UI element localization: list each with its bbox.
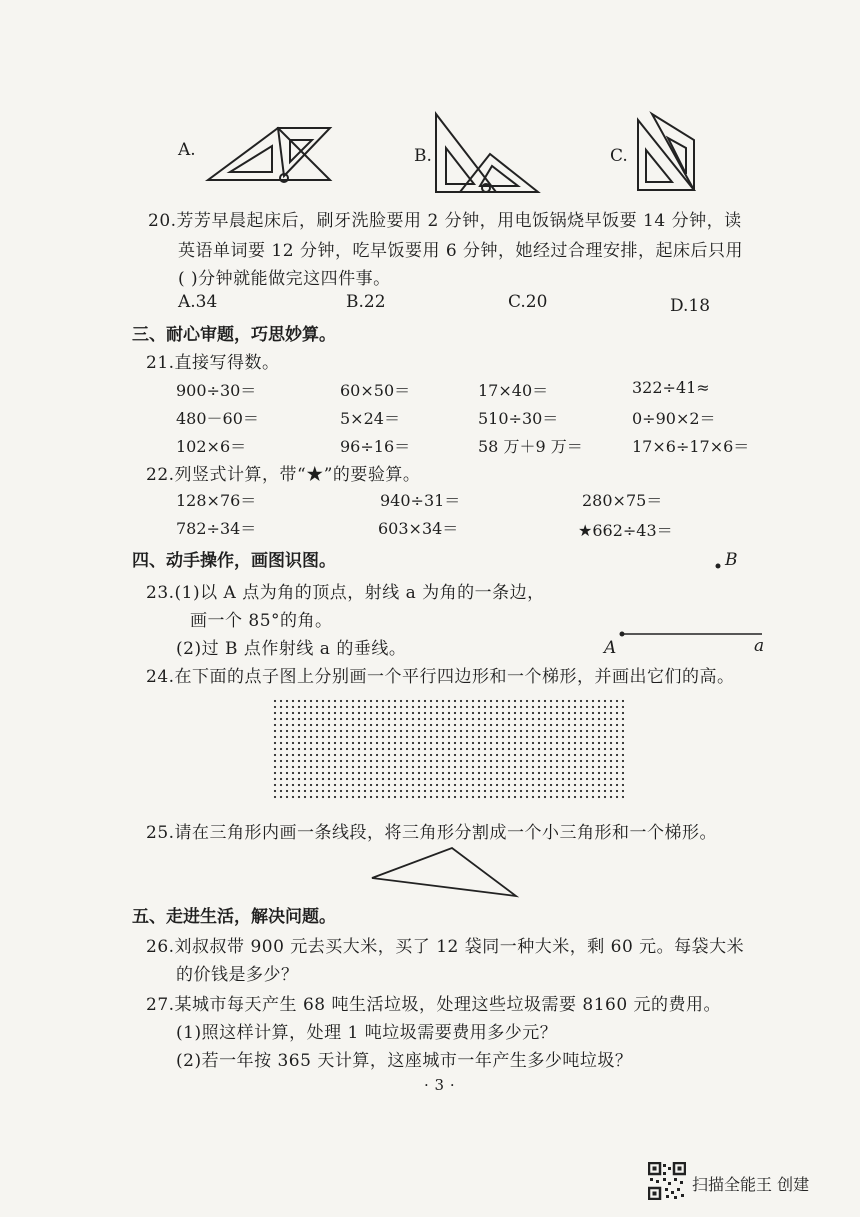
q21-cell: 0÷90×2＝ [632,409,716,428]
footer-brand: 扫描全能王 创建 [692,1175,810,1194]
q19-option-a-label: A. [178,140,196,160]
q21-cell: 322÷41≈ [632,378,710,397]
q19-option-b-label: B. [414,146,432,166]
q21-cell: 17×40＝ [478,381,549,400]
q22-cell: ★662÷43＝ [578,521,673,540]
q21-cell: 510÷30＝ [478,409,559,428]
q26-line2: 的价钱是多少？ [176,965,299,985]
triangle-shape [372,848,516,896]
q20-line2: 英语单词要 12 分钟，吃早饭要用 6 分钟，她经过合理安排，起床后只用 [178,241,744,261]
q22-cell: 603×34＝ [378,519,459,538]
section-5-title: 五、走进生活，解决问题。 [132,907,336,927]
q21-cell: 102×6＝ [176,437,247,456]
q19-option-c-figure [632,110,702,194]
q19-option-c-label: C. [610,146,628,166]
q20-option-d: D.18 [670,296,711,316]
q22-cell: 128×76＝ [176,491,257,510]
page-number: · 3 · [424,1076,456,1094]
q25-text: 25.请在三角形内画一条线段，将三角形分割成一个小三角形和一个梯形。 [146,823,718,843]
set-square-outer-c2 [652,114,694,190]
label-a-ray: a [754,636,765,656]
q20-option-a: A.34 [178,292,218,312]
q27-part2: (2)若一年按 365 天计算，这座城市一年产生多少吨垃圾？ [176,1051,633,1071]
q20-line1: 20.芳芳早晨起床后，刷牙洗脸要用 2 分钟，用电饭锅烧早饭要 14 分钟，读 [148,211,742,231]
ray-figure [600,548,770,656]
qr-code-icon [648,1162,686,1200]
q21-cell: 900÷30＝ [176,381,257,400]
q23-part2: (2)过 B 点作射线 a 的垂线。 [176,639,407,659]
q26-line1: 26.刘叔叔带 900 元去买大米，买了 12 袋同一种大米，剩 60 元。每袋大米 [146,937,745,957]
point-b [716,564,721,569]
q22-title: 22.列竖式计算，带“★”的要验算。 [146,465,421,485]
section-4-title: 四、动手操作，画图识图。 [132,551,336,571]
q21-cell: 96÷16＝ [340,437,411,456]
q21-cell: 5×24＝ [340,409,400,428]
q22-cell: 940÷31＝ [380,491,461,510]
label-a-point: A [604,638,617,658]
q23-part1-line2: 画一个 85°的角。 [190,611,333,631]
q27-text: 27.某城市每天产生 68 吨生活垃圾，处理这些垃圾需要 8160 元的费用。 [146,995,722,1015]
q19-option-b-figure [430,108,545,196]
q20-line3: ( )分钟就能做完这四件事。 [178,269,391,289]
q22-cell: 782÷34＝ [176,519,257,538]
q23-part1-line1: 23.(1)以 A 点为角的顶点，射线 a 为角的一条边， [146,583,545,603]
q21-cell: 17×6÷17×6＝ [632,437,750,456]
q21-title: 21.直接写得数。 [146,353,280,373]
section-3-title: 三、耐心审题，巧思妙算。 [132,325,336,345]
q27-part1: (1)照这样计算，处理 1 吨垃圾需要费用多少元？ [176,1023,558,1043]
q20-option-b: B.22 [346,292,386,312]
label-b: B [725,550,738,570]
dot-grid[interactable] [272,698,624,800]
q24-text: 24.在下面的点子图上分别画一个平行四边形和一个梯形，并画出它们的高。 [146,667,735,687]
q20-option-c: C.20 [508,292,548,312]
q22-cell: 280×75＝ [582,491,663,510]
set-square-inner-c [646,150,672,182]
triangle-figure[interactable] [364,840,524,902]
q21-cell: 480－60＝ [176,409,259,428]
q21-cell: 60×50＝ [340,381,411,400]
q19-option-a-figure [200,118,340,188]
set-square-inner-b2 [480,166,518,186]
q21-cell: 58 万＋9 万＝ [478,437,583,456]
